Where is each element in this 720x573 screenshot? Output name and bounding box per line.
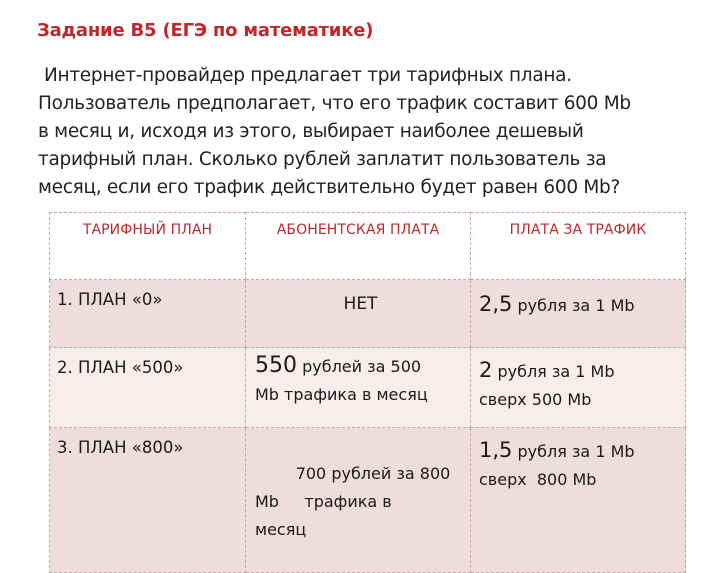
table-row: [50, 280, 686, 348]
traffic-fee: [471, 280, 686, 348]
plan-name: 2. ПЛАН «500»: [50, 348, 246, 428]
subscription-fee: [246, 348, 471, 428]
fee-amount: 550: [255, 353, 297, 378]
table-row: [50, 348, 686, 428]
traffic-rate-value: 1,5: [479, 438, 513, 462]
subscription-fee: [246, 428, 471, 573]
fee-text: 700 рублей за 800: [295, 464, 451, 483]
header-plan: ТАРИФНЫЙ ПЛАН: [50, 213, 246, 280]
plan-name: 3. ПЛАН «800»: [50, 428, 246, 573]
traffic-rate-value: 2,5: [479, 292, 513, 316]
table-row: [50, 428, 686, 573]
traffic-rate-value: 2: [479, 358, 493, 382]
plan-name: 1. ПЛАН «0»: [50, 280, 246, 348]
task-title: Задание В5 (ЕГЭ по математике): [37, 20, 374, 41]
header-subscription-fee: АБОНЕНТСКАЯ ПЛАТА: [246, 213, 471, 280]
traffic-rate-text: сверх 800 Mb: [479, 470, 597, 489]
problem-line: тарифный план. Сколько рублей заплатит пользователь за: [38, 149, 607, 170]
problem-line: месяц, если его трафик действительно будет равен 600 Mb?: [38, 177, 621, 198]
traffic-fee: [471, 428, 686, 573]
fee-text: рублей за 500: [297, 357, 422, 376]
header-traffic-fee: ПЛАТА ЗА ТРАФИК: [471, 213, 686, 280]
traffic-rate-text: рубля за 1 Mb: [512, 296, 635, 315]
table-header-row: [50, 213, 686, 280]
traffic-rate-text: рубля за 1 Mb: [492, 362, 615, 381]
tariff-table: [49, 212, 686, 573]
problem-line: Пользователь предполагает, что его трафик составит 600 Mb: [38, 93, 631, 114]
subscription-fee: НЕТ: [246, 280, 471, 348]
fee-text: месяц: [255, 520, 307, 539]
traffic-fee: [471, 348, 686, 428]
traffic-rate-text: рубля за 1 Mb: [512, 442, 635, 461]
traffic-rate-text: сверх 500 Mb: [479, 390, 592, 409]
problem-line: Интернет-провайдер предлагает три тарифных плана.: [44, 65, 572, 86]
fee-text: Mb трафика в месяц: [255, 385, 428, 404]
problem-line: в месяц и, исходя из этого, выбирает наиболее дешевый: [38, 121, 584, 142]
fee-text: Mb трафика в: [255, 492, 392, 511]
problem-statement: [38, 62, 688, 202]
